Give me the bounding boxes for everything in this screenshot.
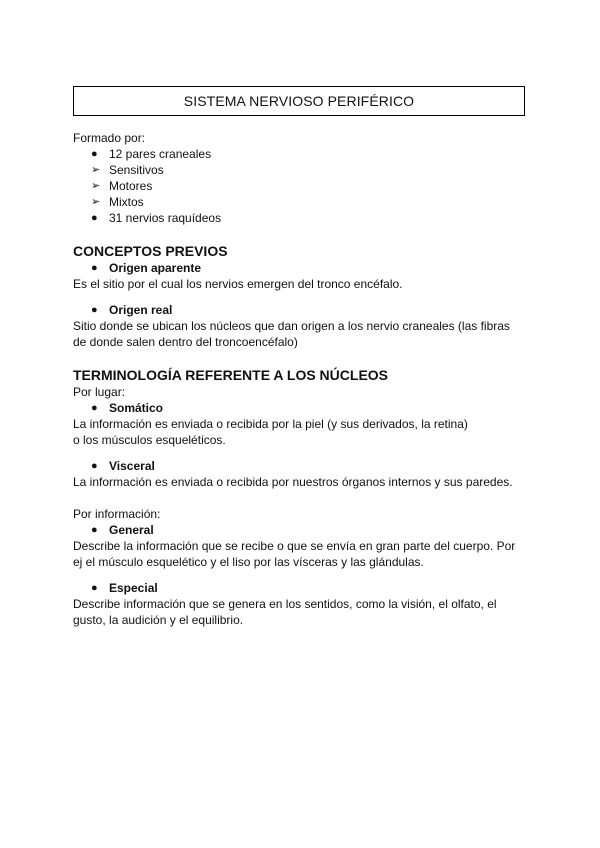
bullet-icon: ● — [91, 582, 98, 594]
subheading-label: Especial — [109, 581, 158, 595]
conceptos-heading: CONCEPTOS PREVIOS — [73, 243, 228, 259]
subheading-visceral — [73, 458, 533, 474]
subheading-general — [73, 522, 533, 538]
list-item-text: Mixtos — [109, 195, 144, 209]
arrow-bullet-icon: ➢ — [91, 180, 101, 192]
paragraph: de donde salen dentro del troncoencéfalo) — [73, 335, 298, 349]
bullet-icon: ● — [91, 524, 98, 536]
subheading-label: Origen real — [109, 303, 173, 317]
subheading-label: Origen aparente — [109, 261, 202, 275]
list-item — [73, 178, 533, 194]
list-item — [73, 162, 533, 178]
paragraph: La información es enviada o recibida por nuestros órganos internos y sus paredes. — [73, 475, 513, 489]
arrow-bullet-icon: ➢ — [91, 164, 101, 176]
list-item — [73, 146, 533, 162]
paragraph: ej el músculo esquelético y el liso por las vísceras y las glándulas. — [73, 555, 424, 569]
document-body — [73, 130, 533, 628]
por-informacion-label: Por información: — [73, 507, 161, 521]
paragraph: gusto, la audición y el equilibrio. — [73, 613, 244, 627]
bullet-icon: ● — [91, 460, 98, 472]
bullet-icon: ● — [91, 262, 98, 274]
subheading-label: Visceral — [109, 459, 155, 473]
list-item-text: Motores — [109, 179, 153, 193]
subheading-especial — [73, 580, 533, 596]
paragraph: La información es enviada o recibida por la piel (y sus derivados, la retina) — [73, 417, 468, 431]
subheading-label: General — [109, 523, 154, 537]
intro-text: Formado por: — [73, 131, 146, 145]
bullet-icon: ● — [91, 304, 98, 316]
list-item — [73, 210, 533, 226]
paragraph: o los músculos esqueléticos. — [73, 433, 226, 447]
por-lugar-label: Por lugar: — [73, 385, 126, 399]
subheading-label: Somático — [109, 401, 164, 415]
arrow-bullet-icon: ➢ — [91, 196, 101, 208]
bullet-icon: ● — [91, 148, 98, 160]
paragraph: Sitio donde se ubican los núcleos que dan origen a los nervio craneales (las fibras — [73, 319, 510, 333]
list-item-text: 12 pares craneales — [109, 147, 212, 161]
subheading-origen-real — [73, 302, 533, 318]
subheading-somatico — [73, 400, 533, 416]
bullet-icon: ● — [91, 212, 98, 224]
list-item-text: 31 nervios raquídeos — [109, 211, 222, 225]
title-text: SISTEMA NERVIOSO PERIFÉRICO — [183, 93, 415, 109]
terminologia-heading: TERMINOLOGÍA REFERENTE A LOS NÚCLEOS — [73, 367, 389, 383]
bullet-icon: ● — [91, 402, 98, 414]
paragraph: Describe información que se genera en los sentidos, como la visión, el olfato, el — [73, 597, 497, 611]
list-item — [73, 194, 533, 210]
subheading-origen-aparente — [73, 260, 533, 276]
document-title — [73, 86, 525, 116]
list-item-text: Sensitivos — [109, 163, 164, 177]
paragraph: Describe la información que se recibe o que se envía en gran parte del cuerpo. Por — [73, 539, 516, 553]
paragraph: Es el sitio por el cual los nervios emergen del tronco encéfalo. — [73, 277, 403, 291]
